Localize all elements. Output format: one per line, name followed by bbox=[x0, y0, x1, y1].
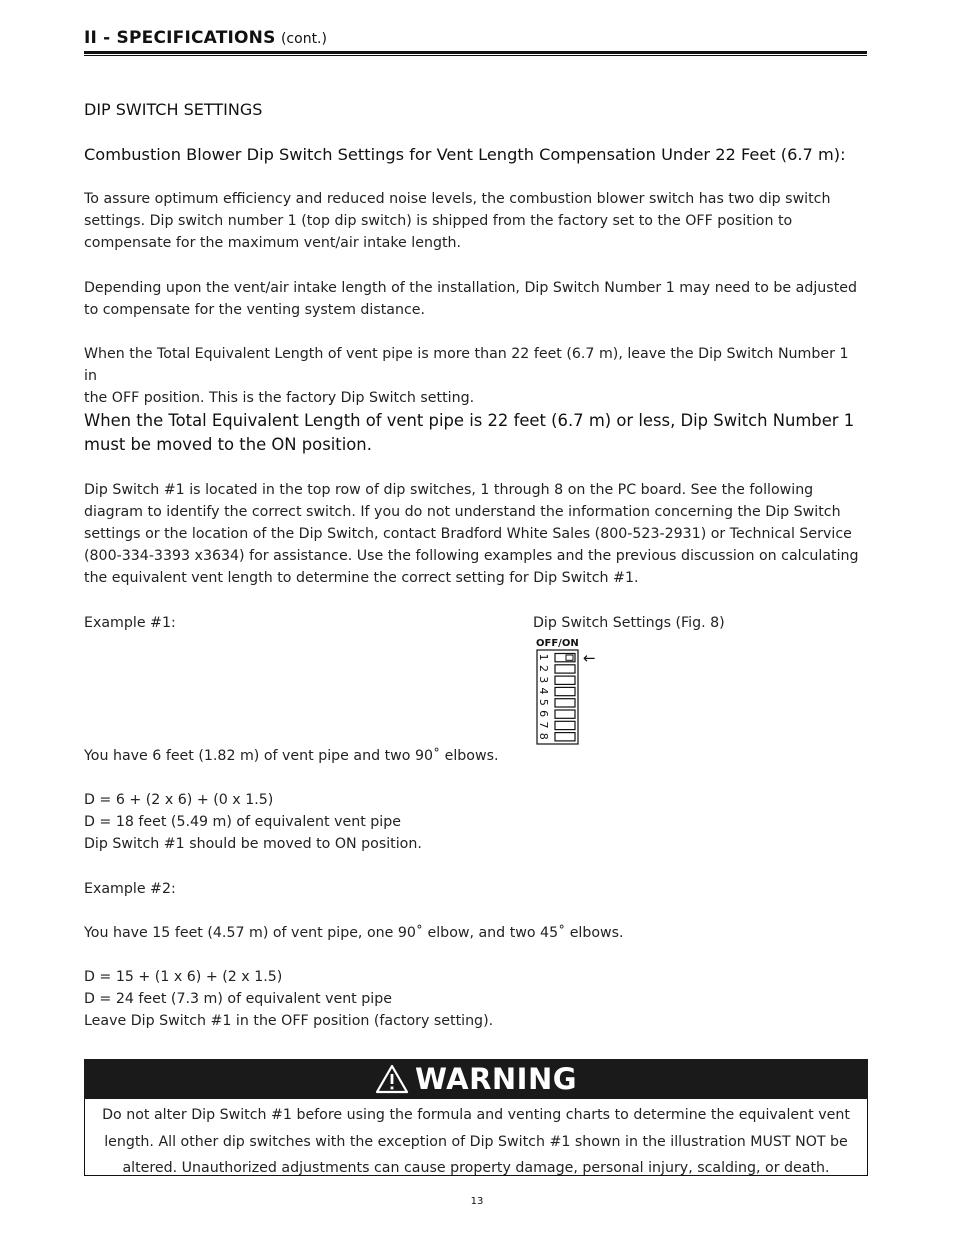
switch-number-label: 2 bbox=[537, 664, 550, 672]
dip-switch-figure bbox=[535, 638, 605, 748]
paragraph-line: To assure optimum efficiency and reduced noise levels, the combustion blower switch has two dip switch bbox=[84, 191, 831, 207]
calc-line: D = 6 + (2 x 6) + (0 x 1.5) bbox=[84, 792, 274, 808]
switch-number-label: 7 bbox=[537, 721, 550, 729]
emphasis-paragraph bbox=[84, 409, 874, 457]
header-cont: (cont.) bbox=[280, 31, 327, 47]
paragraph-2 bbox=[84, 277, 864, 321]
paragraph-line: compensate for the maximum vent/air intake length. bbox=[84, 235, 462, 251]
warning-triangle-icon bbox=[375, 1064, 409, 1094]
paragraph-3 bbox=[84, 343, 864, 409]
switch-number-label: 5 bbox=[537, 698, 550, 706]
warning-line: altered. Unauthorized adjustments can cause property damage, personal injury, scalding, or death. bbox=[122, 1160, 830, 1176]
warning-title-row bbox=[84, 1059, 868, 1099]
switch-number-label: 3 bbox=[537, 676, 550, 684]
calc-result: Dip Switch #1 should be moved to ON position. bbox=[84, 836, 422, 852]
header-rule-thin bbox=[84, 55, 867, 56]
switch-number-label: 1 bbox=[537, 653, 550, 661]
off-on-label: OFF/ON bbox=[536, 638, 579, 649]
pointer-arrow-icon: ← bbox=[583, 649, 596, 667]
dip-switch-slot bbox=[555, 676, 575, 684]
dip-switch-slot bbox=[555, 710, 575, 718]
emphasis-line: must be moved to the ON position. bbox=[84, 435, 372, 454]
calc-line: D = 15 + (1 x 6) + (2 x 1.5) bbox=[84, 969, 283, 985]
header-rule-thick bbox=[84, 51, 867, 54]
subheading: Combustion Blower Dip Switch Settings for Vent Length Compensation Under 22 Feet (6.7 m): bbox=[84, 145, 846, 164]
switch-number-label: 6 bbox=[537, 710, 550, 718]
paragraph-line: (800-334-3393 x3634) for assistance. Use the following examples and the previous discussion on calculating bbox=[84, 548, 859, 564]
warning-text bbox=[96, 1102, 856, 1182]
paragraph-1 bbox=[84, 188, 864, 254]
calc-line: D = 18 feet (5.49 m) of equivalent vent pipe bbox=[84, 814, 401, 830]
paragraph-line: When the Total Equivalent Length of vent pipe is more than 22 feet (6.7 m), leave the Dip Switch Number 1 in bbox=[84, 346, 849, 384]
paragraph-line: to compensate for the venting system distance. bbox=[84, 302, 426, 318]
paragraph-line: settings or the location of the Dip Switch, contact Bradford White Sales (800-523-2931) or Technical Service bbox=[84, 526, 852, 542]
page-number: 13 bbox=[470, 1196, 484, 1207]
dip-switch-slot bbox=[555, 721, 575, 729]
calc-line: D = 24 feet (7.3 m) of equivalent vent pipe bbox=[84, 991, 392, 1007]
example-1-calc bbox=[84, 789, 864, 855]
dip-switch-slot bbox=[555, 699, 575, 707]
paragraph-line: Depending upon the vent/air intake length of the installation, Dip Switch Number 1 may need to be adjusted bbox=[84, 280, 857, 296]
paragraph-line: the equivalent vent length to determine the correct setting for Dip Switch #1. bbox=[84, 570, 639, 586]
switch-number-label: 4 bbox=[537, 687, 550, 695]
paragraph-line: Dip Switch #1 is located in the top row of dip switches, 1 through 8 on the PC board. See the following bbox=[84, 482, 814, 498]
switch-number-label: 8 bbox=[537, 732, 550, 740]
paragraph-line: settings. Dip switch number 1 (top dip switch) is shipped from the factory set to the OFF position to bbox=[84, 213, 793, 229]
example-2-calc bbox=[84, 966, 864, 1032]
paragraph-line: the OFF position. This is the factory Dip Switch setting. bbox=[84, 390, 475, 406]
dip-switch-slot bbox=[555, 733, 575, 741]
calc-result: Leave Dip Switch #1 in the OFF position (factory setting). bbox=[84, 1013, 494, 1029]
emphasis-line: When the Total Equivalent Length of vent pipe is 22 feet (6.7 m) or less, Dip Switch Number 1 bbox=[84, 411, 855, 430]
dip-switch-toggle-on bbox=[566, 655, 573, 660]
example-2-desc: You have 15 feet (4.57 m) of vent pipe, one 90˚ elbow, and two 45˚ elbows. bbox=[84, 925, 624, 941]
section-title: DIP SWITCH SETTINGS bbox=[84, 100, 263, 119]
warning-title: WARNING bbox=[414, 1062, 578, 1096]
example-1-desc: You have 6 feet (1.82 m) of vent pipe and two 90˚ elbows. bbox=[84, 748, 499, 764]
dip-switch-slot bbox=[555, 687, 575, 695]
paragraph-line: diagram to identify the correct switch. If you do not understand the information concerning the Dip Switch bbox=[84, 504, 841, 520]
warning-line: Do not alter Dip Switch #1 before using the formula and venting charts to determine the equivalent vent bbox=[102, 1107, 850, 1123]
paragraph-4 bbox=[84, 479, 864, 589]
warning-line: length. All other dip switches with the exception of Dip Switch #1 shown in the illustration MUST NOT be bbox=[104, 1133, 848, 1150]
dip-switch-slot bbox=[555, 665, 575, 673]
figure-caption: Dip Switch Settings (Fig. 8) bbox=[533, 615, 725, 631]
header-title: II - SPECIFICATIONS bbox=[84, 28, 276, 48]
dip-switch-diagram bbox=[535, 638, 605, 748]
example-2-label: Example #2: bbox=[84, 881, 176, 897]
page-header bbox=[84, 28, 327, 48]
example-1-label: Example #1: bbox=[84, 615, 176, 631]
